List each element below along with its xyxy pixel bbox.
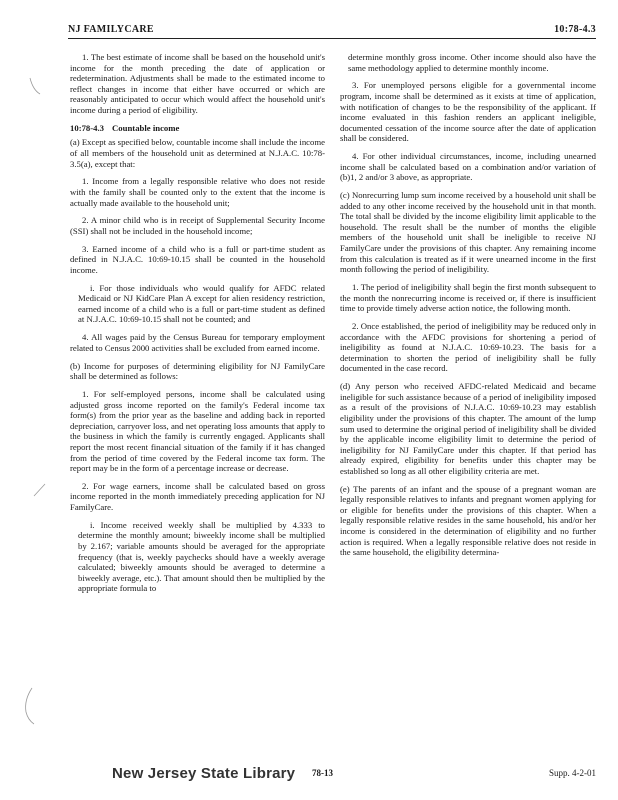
margin-scan-mark <box>28 76 42 98</box>
header-section-number: 10:78-4.3 <box>554 24 596 35</box>
paragraph: 2. Once established, the period of ineligibility may be reduced only in accordance with the AFDC provisions for shortening a period of ineligibility as found at N.J.A.C. 10:69-10.23. The basis for a determination to shorten the period of ineligibility shall be fully documented in the case record. <box>340 321 596 374</box>
paragraph: determine monthly gross income. Other income should also have the same methodology applied to determine monthly income. <box>348 52 596 73</box>
paragraph: 3. For unemployed persons eligible for a governmental income program, income shall be determined as it exists at time of application, with notification of changes to be the responsibility of the applicant. If income evaluated in this fashion renders an applicant ineligible, documented cessation of the income source after the date of application shall be considered. <box>340 80 596 144</box>
paragraph: 1. Income from a legally responsible relative who does not reside with the family shall be counted only to the extent that the income is actually made available to the household unit; <box>70 176 325 208</box>
paragraph: 3. Earned income of a child who is a full or part-time student as defined in N.J.A.C. 10:69-10.15 shall be counted in the household income. <box>70 243 325 275</box>
paragraph: i. For those individuals who would qualify for AFDC related Medicaid or NJ KidCare Plan A except for alien residency restriction, earned income of a child who is a full or part-time student as defined at N.J.A.C. 10:69-10.15 shall not be counted; and <box>78 282 325 325</box>
section-number: 10:78-4.3 <box>70 122 105 133</box>
paragraph: (d) Any person who received AFDC-related Medicaid and became ineligible for such assistance because of a period of ineligibility imposed as a result of the provisions of N.J.A.C. 10:69-10.23 may establish eligibility under the provisions of this chapter. The amount of the lump sum used to determine the original period of ineligibility shall be divided by the applicable income eligibility limit to determine the period of ineligibility for NJ FamilyCare under this chapter. If that period has already expired, eligibility for benefits under this chapter may be established so long as all other eligibility criteria are met. <box>340 381 596 476</box>
right-column <box>340 52 596 565</box>
paragraph: 1. The best estimate of income shall be based on the household unit's income for the month preceding the date of application or redetermination. Adjustments shall be made to the estimated income to reflect changes in income that either have occurred or which are reasonably anticipated to occur which would affect the household unit's income during a period of eligibility. <box>70 52 325 115</box>
section-heading <box>70 123 325 134</box>
paragraph: 1. For self-employed persons, income shall be calculated using adjusted gross income reported on the family's Federal income tax form(s) from the prior year as the baseline and adding back in reported depreciation, carryover loss, and net operating loss amounts that apply to the business in which the family is currently engaged. Applicants shall report the most recent financial situation of the family if it has changed from the period of time covered by the Federal income tax form. The report may be in the form of a percentage increase or decrease. <box>70 388 325 474</box>
margin-scan-mark <box>32 480 48 498</box>
paragraph: (a) Except as specified below, countable income shall include the income of all members of the household unit as determined at N.J.A.C. 10:78-3.5(a), except that: <box>70 137 325 169</box>
margin-scan-mark <box>22 686 36 726</box>
left-column <box>70 52 325 601</box>
paragraph: 4. For other individual circumstances, income, including unearned income shall be calculated based on a combination and/or variation of (b)1, 2 and/or 3 above, as appropriate. <box>340 151 596 183</box>
running-header <box>68 22 596 39</box>
page-number: 78-13 <box>312 768 333 778</box>
library-watermark: New Jersey State Library <box>112 765 296 782</box>
paragraph: (e) The parents of an infant and the spouse of a pregnant woman are legally responsible relatives to infants and pregnant women applying for or eligible for benefits under the provisions of this chapter. When a legally responsible relative resides in the same household, his and/or her income is considered in the determination of eligibility and no further action is required. When a legally responsible relative does not reside in the same household, the eligibility determina- <box>340 483 596 558</box>
paragraph: i. Income received weekly shall be multiplied by 4.333 to determine the monthly amount; biweekly income shall be multiplied by 2.167; variable amounts should be averaged for the appropriate frequency (that is, weekly paychecks should have a weekly average calculated; biweekly amounts should be averaged to determine a biweekly average, etc.). That amount should then be multiplied by the appropriate formula to <box>78 519 325 594</box>
paragraph: (b) Income for purposes of determining eligibility for NJ FamilyCare shall be determined as follows: <box>70 360 325 382</box>
paragraph: 2. A minor child who is in receipt of Supplemental Security Income (SSI) shall not be included in the household income; <box>70 215 325 236</box>
section-title: Countable income <box>112 122 180 133</box>
paragraph: 4. All wages paid by the Census Bureau for temporary employment related to Census 2000 activities shall be excluded from earned income. <box>70 332 325 353</box>
paragraph: 2. For wage earners, income shall be calculated based on gross income reported in the month immediately preceding application for NJ FamilyCare. <box>70 480 325 513</box>
paragraph: (c) Nonrecurring lump sum income received by a household unit shall be added to any other income received by the household unit in that month. The total shall be divided by the income eligibility limit applicable to the household. The result shall be the number of months the eligible members of the household unit shall be ineligible to receive NJ FamilyCare under the provisions of this chapter. Any remaining income from this calculation is treated as if it were unearned income in the first month following the period of ineligibility. <box>340 190 596 275</box>
header-title: NJ FAMILYCARE <box>68 24 154 35</box>
paragraph: 1. The period of ineligibility shall begin the first month subsequent to the month the nonrecurring income is received or, if there is insufficient time to provide timely adverse action notice, the following month. <box>340 282 596 314</box>
supplement-date: Supp. 4-2-01 <box>549 768 596 778</box>
page-footer <box>68 765 596 785</box>
